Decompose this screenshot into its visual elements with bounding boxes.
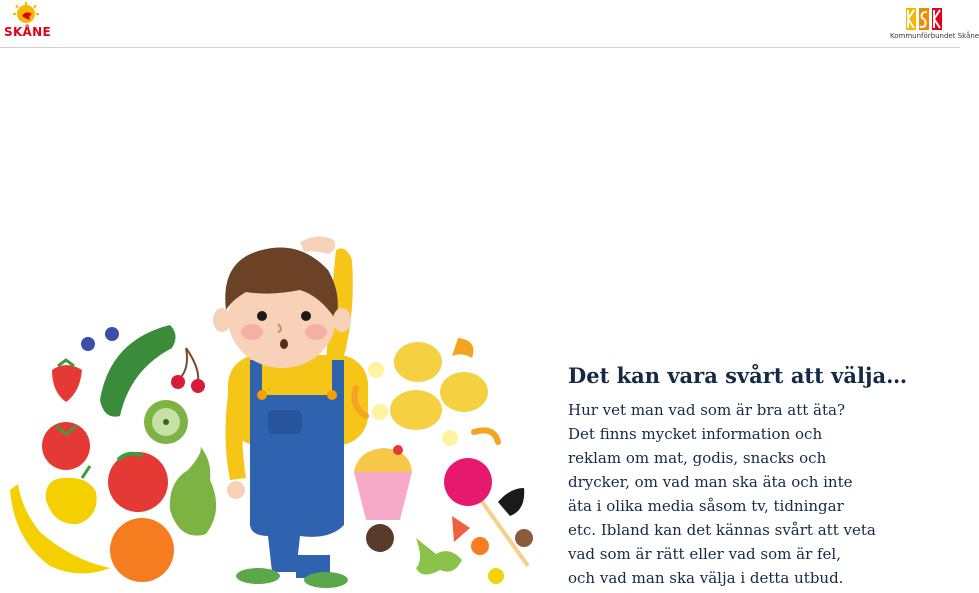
association-logo-text: Kommunförbundet Skåne [890, 32, 979, 40]
ksk-logo-icon [906, 8, 942, 30]
body-line-1: Hur vet man vad som är bra att äta? [568, 401, 846, 419]
body-line-5: äta i olika media såsom tv, tidningar [568, 497, 844, 515]
body-line-3: reklam om mat, godis, snacks och [568, 449, 827, 467]
page-header [0, 0, 979, 48]
body-line-6: etc. Ibland kan det kännas svårt att veta [568, 521, 876, 539]
intro-text-block [568, 362, 953, 590]
region-logo-text: SKÅNE [4, 25, 51, 39]
boy-with-food-illustration [0, 220, 545, 593]
body-line-4: drycker, om vad man ska äta och inte [568, 473, 853, 491]
body-line-8: och vad man ska välja i detta utbud. [568, 569, 844, 587]
body-line-7: vad som är rätt eller vad som är fel, [568, 545, 841, 563]
fruits-group [10, 325, 216, 582]
body-line-2: Det finns mycket information och [568, 425, 823, 443]
page-heading: Det kan vara svårt att välja… [568, 363, 908, 388]
header-divider [0, 47, 960, 48]
boy-figure [213, 236, 368, 588]
snacks-group [354, 338, 533, 584]
